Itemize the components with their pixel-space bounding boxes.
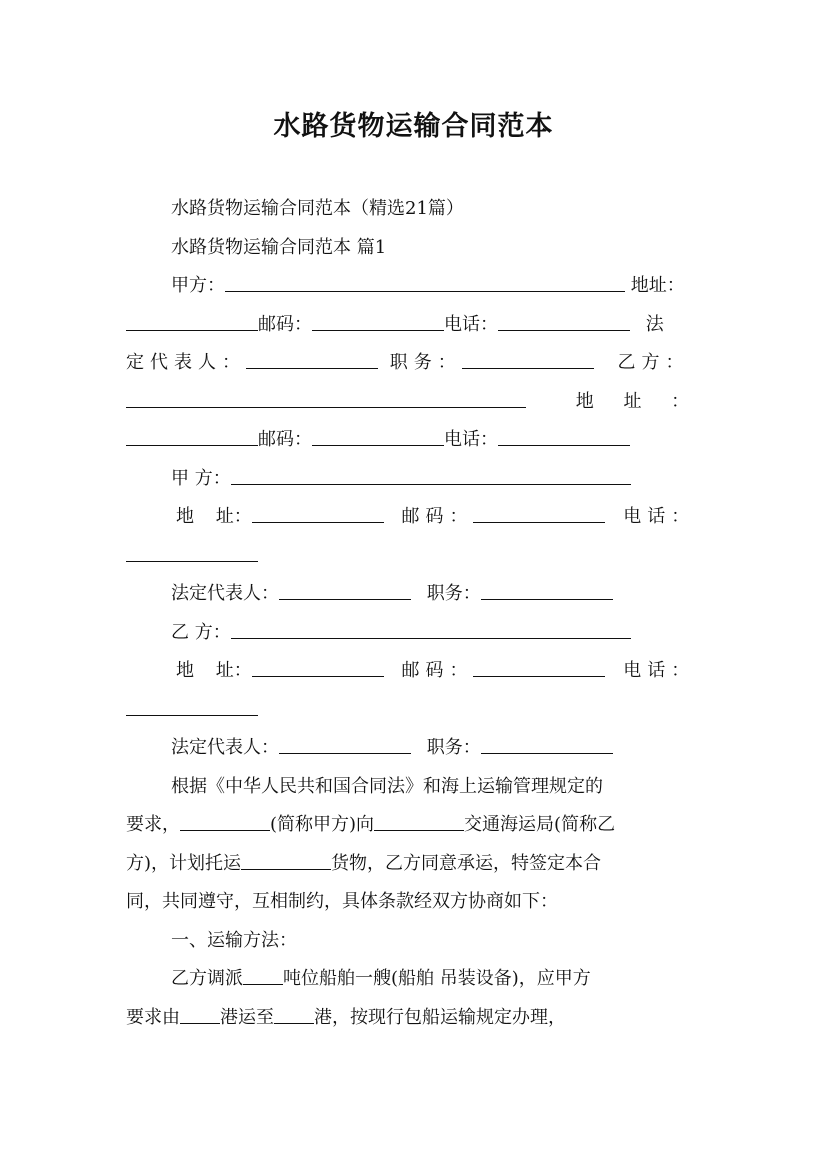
postcode-label-d: 邮码：	[401, 660, 474, 681]
postcode-blank-d[interactable]	[473, 659, 605, 677]
clause-1-line-2	[126, 999, 704, 1038]
address-label-c: 地 址：	[176, 506, 252, 527]
party-a-line	[126, 267, 704, 306]
address-blank-b[interactable]	[126, 428, 258, 446]
phone-blank-line-c	[126, 537, 704, 576]
intro-line-1: 根据《中华人民共和国合同法》和海上运输管理规定的	[171, 775, 603, 797]
legal-rep-blank[interactable]	[246, 351, 378, 369]
phone-label: 电话：	[444, 313, 498, 335]
contact-line-d	[126, 652, 704, 691]
intro-line-3	[126, 845, 704, 884]
position-label: 职务：	[389, 352, 462, 373]
position-blank-d[interactable]	[481, 736, 613, 754]
contact-line-b	[126, 421, 704, 460]
clause-1b-3: 港，按现行包船运输规定办理，	[314, 1006, 566, 1028]
party-a-blank-2[interactable]	[231, 467, 631, 485]
address-blank-c[interactable]	[252, 505, 384, 523]
legal-rep-blank-d[interactable]	[279, 736, 411, 754]
phone-label-d: 电话：	[623, 660, 696, 681]
party-b-blank-2[interactable]	[231, 621, 631, 639]
destination-port-blank[interactable]	[274, 1006, 314, 1024]
party-b-line-2	[126, 614, 704, 653]
goods-blank[interactable]	[241, 852, 331, 870]
postcode-blank[interactable]	[312, 313, 444, 331]
address-blank-d[interactable]	[252, 659, 384, 677]
phone-blank-b[interactable]	[498, 428, 630, 446]
legal-rep-label: 定代表人：	[126, 352, 246, 373]
phone-label-b: 电话：	[444, 429, 498, 450]
clause-1-line-1	[126, 960, 704, 999]
carrier-blank[interactable]	[374, 813, 464, 831]
section-heading: 水路货物运输合同范本 篇1	[171, 236, 387, 258]
legal-rep-line-a	[126, 344, 704, 383]
intro-line-2	[126, 806, 704, 845]
legal-rep-label-d: 法定代表人：	[171, 737, 279, 758]
clause-1-heading: 一、运输方法：	[171, 929, 297, 951]
legal-rep-line-c	[126, 575, 704, 614]
postcode-label-b: 邮码：	[258, 429, 312, 450]
position-blank-c[interactable]	[481, 582, 613, 600]
party-b-spaced-label: 乙 方：	[171, 621, 231, 643]
position-blank[interactable]	[462, 351, 594, 369]
postcode-label: 邮码：	[258, 313, 312, 335]
postcode-blank-b[interactable]	[312, 428, 444, 446]
address-spaced-label: 地 址 ：	[575, 390, 690, 412]
postcode-blank-c[interactable]	[473, 505, 605, 523]
intro-3b: 货物，乙方同意承运，特签定本合	[331, 852, 602, 874]
legal-rep-blank-c[interactable]	[279, 582, 411, 600]
clause-1a-1: 乙方调派	[171, 968, 243, 989]
intro-2b: (简称甲方)向	[270, 814, 375, 835]
clause-1a-2: 吨位船舶一艘(船舶 吊装设备)，应甲方	[283, 968, 591, 989]
intro-2a: 要求，	[126, 814, 180, 835]
origin-port-blank[interactable]	[180, 1006, 220, 1024]
clause-1b-1: 要求由	[126, 1006, 180, 1028]
legal-rep-prefix: 法	[645, 313, 664, 335]
shipper-blank[interactable]	[180, 813, 270, 831]
phone-label-c: 电话：	[623, 506, 696, 527]
party-b-line	[126, 383, 704, 422]
clause-1b-2: 港运至	[220, 1006, 274, 1028]
party-a-line-2	[126, 460, 704, 499]
party-a-blank[interactable]	[225, 274, 625, 292]
legal-rep-line-d	[126, 729, 704, 768]
contract-body	[126, 190, 704, 1037]
address-label: 地址：	[630, 275, 685, 296]
party-a-label: 甲方：	[171, 275, 225, 296]
contact-line-c	[126, 498, 704, 537]
document-subtitle: 水路货物运输合同范本（精选21篇）	[171, 198, 464, 219]
phone-blank-c[interactable]	[126, 544, 258, 562]
intro-3a: 方)，计划托运	[126, 852, 242, 874]
position-label-d: 职务：	[426, 737, 481, 758]
legal-rep-label-c: 法定代表人：	[171, 583, 279, 604]
intro-2c: 交通海运局(简称乙	[464, 814, 616, 835]
page-title: 水路货物运输合同范本	[273, 111, 554, 142]
phone-blank-d[interactable]	[126, 698, 258, 716]
tonnage-blank[interactable]	[243, 967, 283, 985]
postcode-label-c: 邮码：	[401, 506, 474, 527]
phone-blank-line-d	[126, 691, 704, 730]
contact-line-a	[126, 306, 704, 345]
position-label-c: 职务：	[426, 583, 481, 604]
party-a-spaced-label: 甲 方：	[171, 467, 231, 489]
party-b-blank[interactable]	[126, 390, 526, 408]
address-blank[interactable]	[126, 313, 258, 331]
intro-line-4: 同，共同遵守，互相制约，具体条款经双方协商如下：	[126, 891, 558, 912]
party-b-label: 乙方：	[617, 352, 690, 373]
address-label-d: 地 址：	[176, 660, 252, 681]
phone-blank[interactable]	[498, 313, 630, 331]
